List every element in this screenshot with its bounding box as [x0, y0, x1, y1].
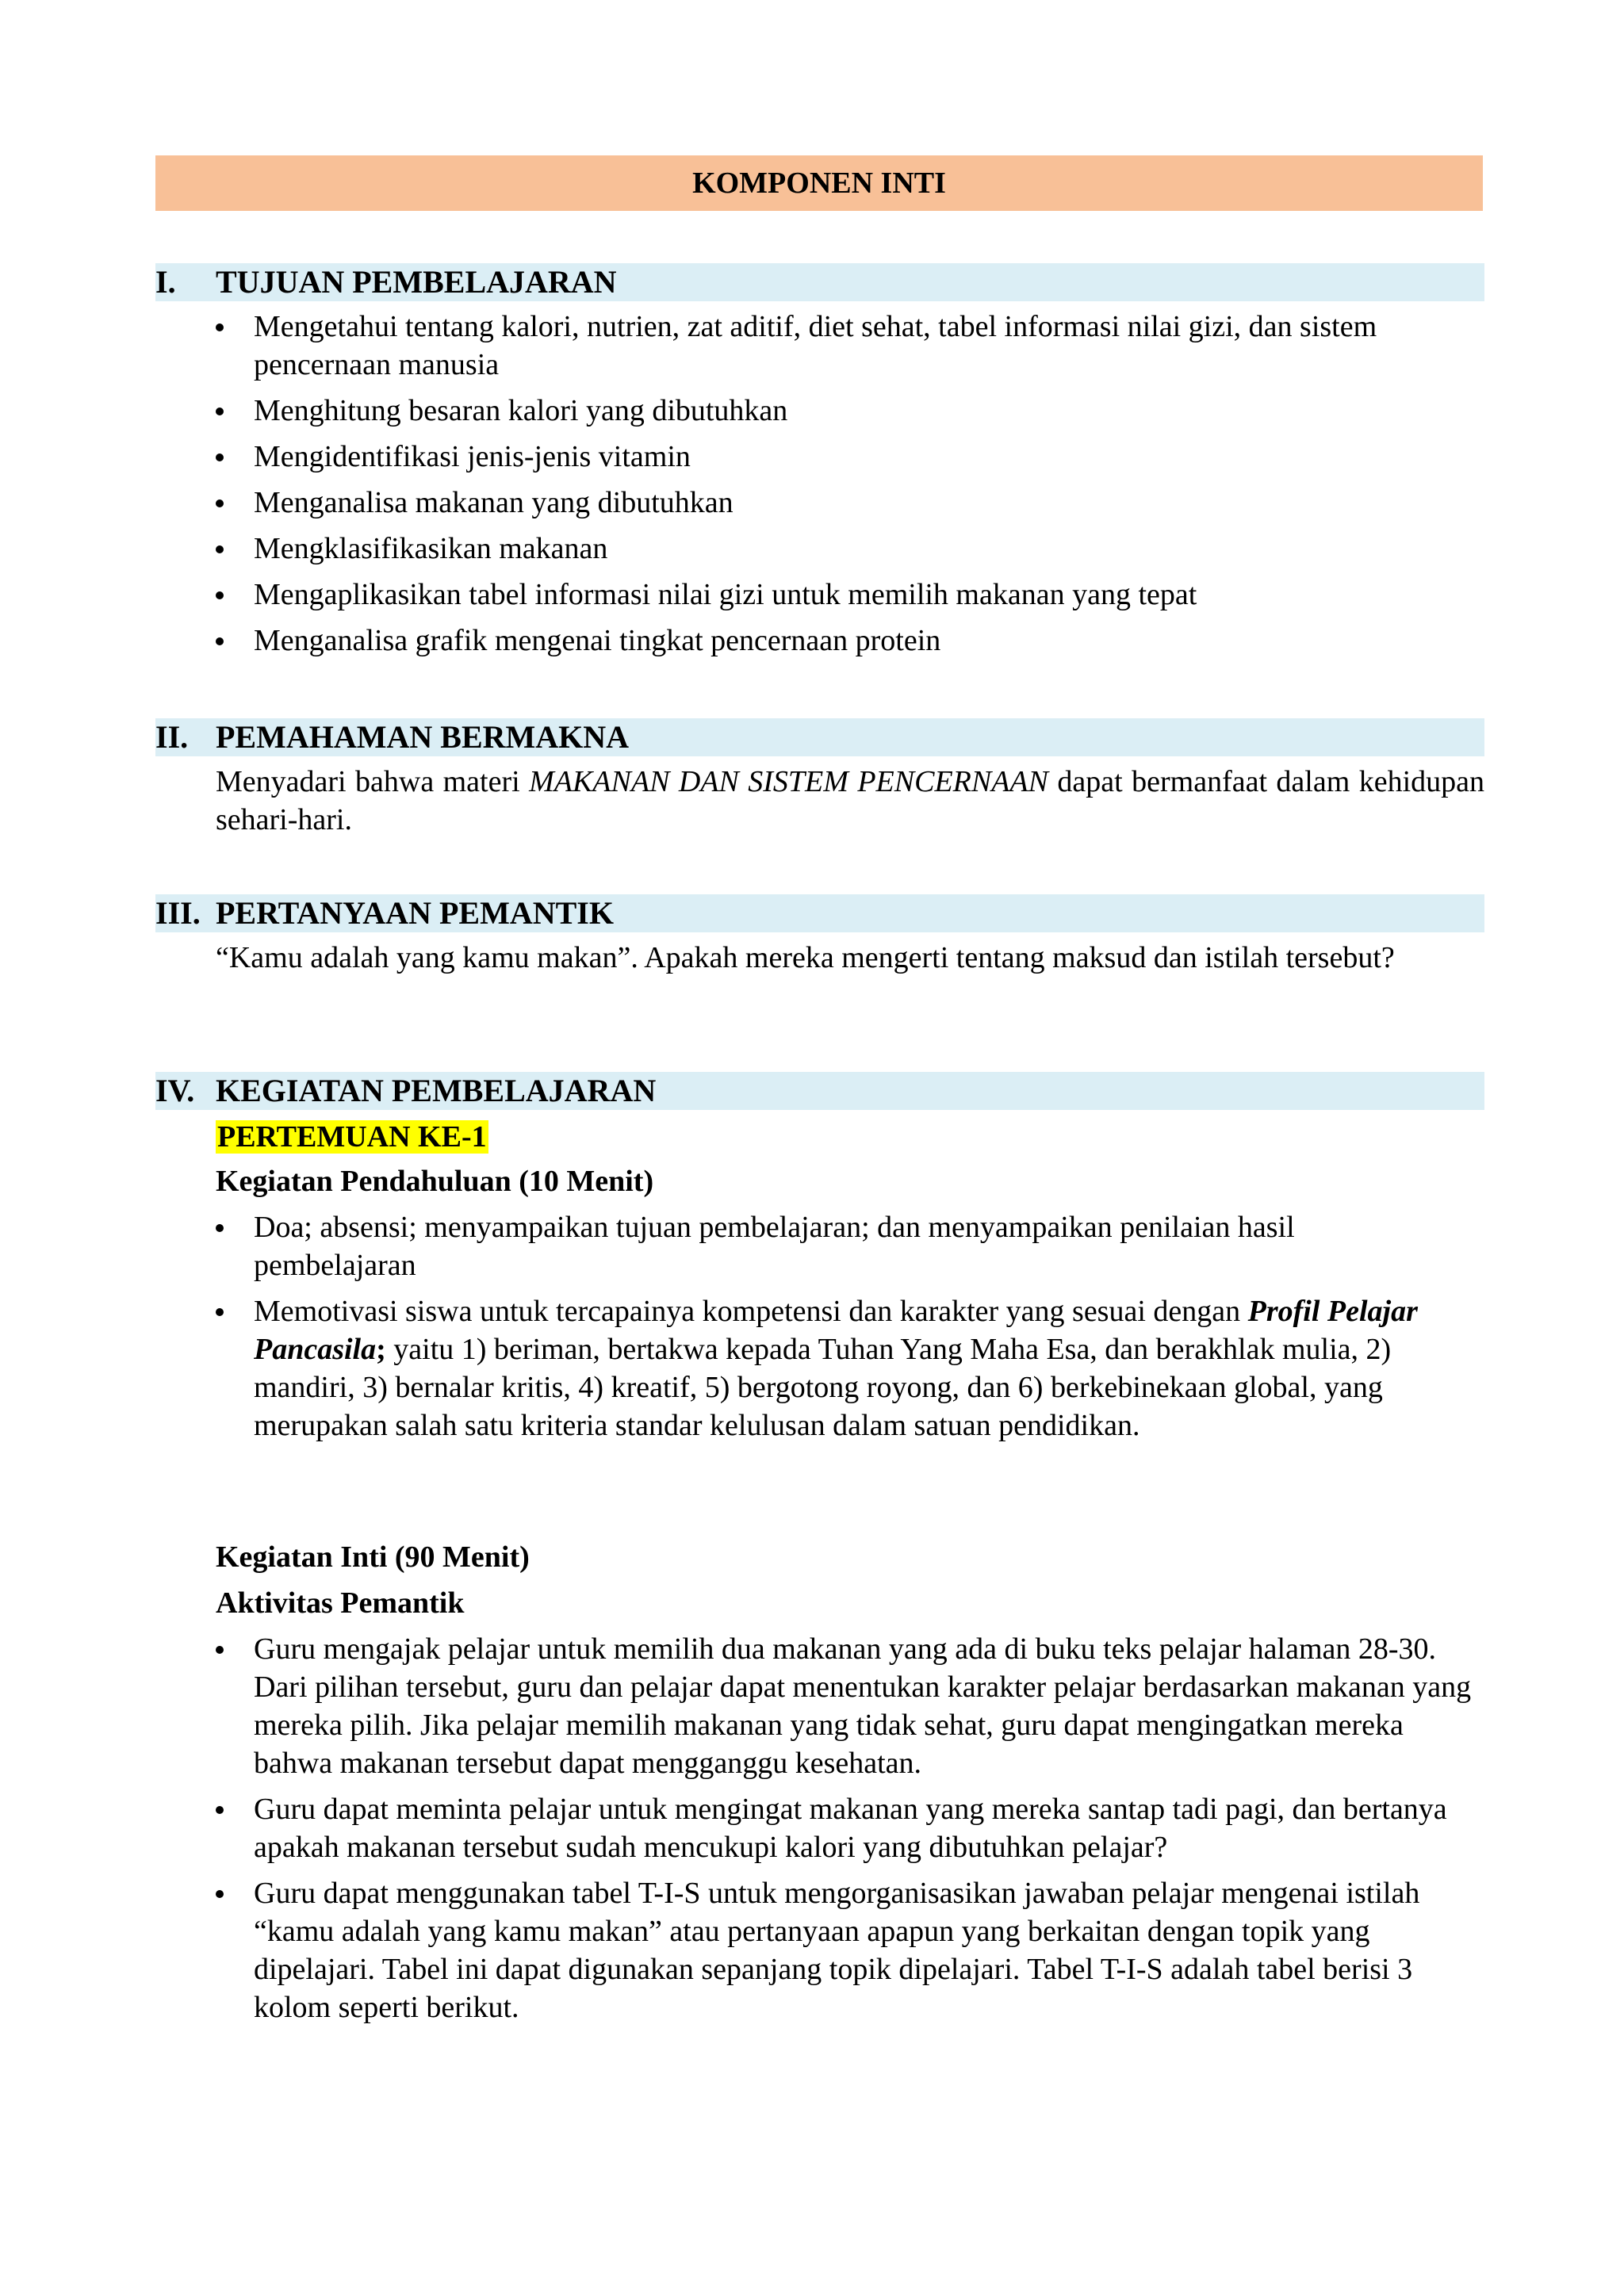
bullet-icon — [216, 591, 224, 599]
bullet-icon — [216, 1224, 224, 1232]
page-title: KOMPONEN INTI — [155, 155, 1483, 211]
pertemuan-label: PERTEMUAN KE-1 — [217, 1120, 487, 1154]
section-heading-tujuan — [155, 263, 1484, 301]
bullet-icon — [216, 1890, 224, 1898]
list-item: Memotivasi siswa untuk tercapainya kompetensi dan karakter yang sesuai dengan Profil Pelajar Pancasila; yaitu 1) beriman, bertakwa kepada Tuhan Yang Maha Esa, dan berakhlak mulia, 2) mandiri, 3) bernalar kritis, 4) kreatif, 5) bergotong royong, dan 6) berkebinekaan global, yang merupakan salah satu kriteria standar kelulusan dalam satuan pendidikan. — [216, 1292, 1453, 1445]
list-item: Doa; absensi; menyampaikan tujuan pembelajaran; dan menyampaikan penilaian hasil pembelajaran — [216, 1208, 1453, 1284]
bullet-icon — [216, 499, 224, 507]
aktivitas-heading: Aktivitas Pemantik — [216, 1586, 465, 1620]
section-title: TUJUAN PEMBELAJARAN — [216, 264, 617, 300]
pendahuluan-heading: Kegiatan Pendahuluan (10 Menit) — [216, 1165, 654, 1198]
pertanyaan-paragraph: “Kamu adalah yang kamu makan”. Apakah mereka mengerti tentang maksud dan istilah tersebut? — [216, 941, 1395, 974]
section-title: PERTANYAAN PEMANTIK — [216, 895, 614, 931]
pemahaman-paragraph: Menyadari bahwa materi MAKANAN DAN SISTEM PENCERNAAN dapat bermanfaat dalam kehidupan sehari-hari. — [216, 765, 1484, 836]
section-heading-kegiatan — [155, 1072, 1484, 1110]
list-item: Guru dapat meminta pelajar untuk mengingat makanan yang mereka santap tadi pagi, dan bertanya apakah makanan tersebut sudah mencukupi kalori yang dibutuhkan pelajar? — [216, 1790, 1484, 1866]
inti-list — [216, 1630, 1484, 2034]
section-number: I. — [155, 264, 176, 300]
pendahuluan-list — [216, 1208, 1453, 1452]
section-title: KEGIATAN PEMBELAJARAN — [216, 1073, 657, 1108]
bullet-icon — [216, 408, 224, 415]
section-heading-pemahaman — [155, 718, 1484, 756]
list-item: Menganalisa grafik mengenai tingkat pencernaan protein — [216, 622, 1484, 660]
bullet-icon — [216, 1308, 224, 1316]
bullet-icon — [216, 453, 224, 461]
bullet-icon — [216, 545, 224, 553]
section-number: III. — [155, 895, 201, 931]
list-item: Guru mengajak pelajar untuk memilih dua makanan yang ada di buku teks pelajar halaman 28-30. Dari pilihan tersebut, guru dan pelajar dapat menentukan karakter pelajar berdasarkan makanan yang mereka pilih. Jika pelajar memilih makanan yang tidak sehat, guru dapat mengingatkan mereka bahwa makanan tersebut dapat mengganggu kesehatan. — [216, 1630, 1484, 1782]
tujuan-list — [216, 308, 1484, 668]
bullet-icon — [216, 323, 224, 331]
list-item: Mengidentifikasi jenis-jenis vitamin — [216, 438, 1484, 476]
inti-heading: Kegiatan Inti (90 Menit) — [216, 1540, 530, 1574]
topic-italic: MAKANAN DAN SISTEM PENCERNAAN — [529, 765, 1048, 798]
section-title: PEMAHAMAN BERMAKNA — [216, 719, 630, 755]
section-number: IV. — [155, 1073, 195, 1108]
section-heading-pertanyaan — [155, 894, 1484, 932]
bullet-icon — [216, 1806, 224, 1814]
list-item: Mengetahui tentang kalori, nutrien, zat aditif, diet sehat, tabel informasi nilai gizi, dan sistem pencernaan manusia — [216, 308, 1484, 384]
list-item: Mengaplikasikan tabel informasi nilai gizi untuk memilih makanan yang tepat — [216, 576, 1484, 614]
section-number: II. — [155, 719, 189, 755]
bullet-icon — [216, 637, 224, 645]
list-item: Menghitung besaran kalori yang dibutuhkan — [216, 392, 1484, 430]
bullet-icon — [216, 1646, 224, 1654]
list-item: Menganalisa makanan yang dibutuhkan — [216, 484, 1484, 522]
list-item: Mengklasifikasikan makanan — [216, 530, 1484, 568]
list-item: Guru dapat menggunakan tabel T-I-S untuk mengorganisasikan jawaban pelajar mengenai istilah “kamu adalah yang kamu makan” atau pertanyaan apapun yang berkaitan dengan topik yang dipelajari. Tabel ini dapat digunakan sepanjang topik dipelajari. Tabel T-I-S adalah tabel berisi 3 kolom seperti berikut. — [216, 1874, 1484, 2026]
